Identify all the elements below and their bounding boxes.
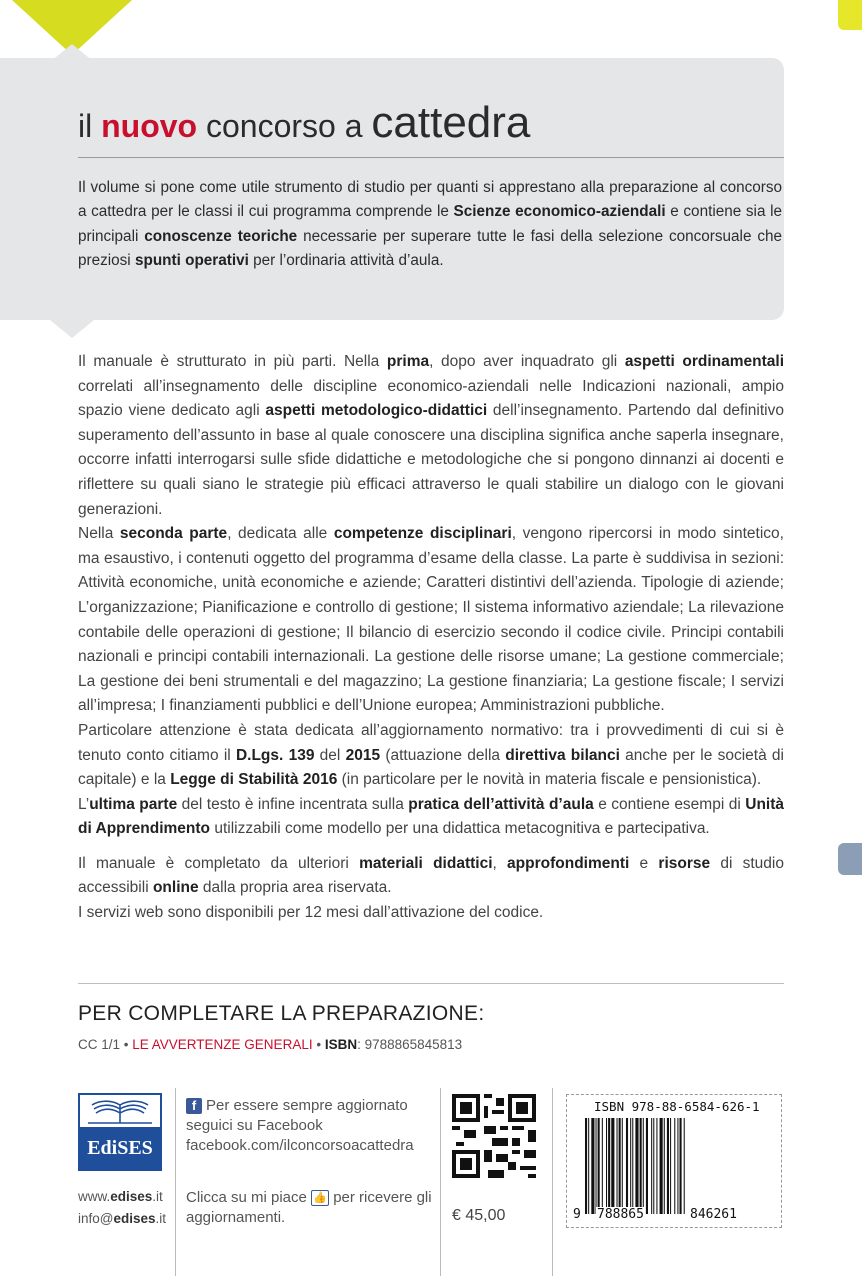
qr-code bbox=[452, 1094, 536, 1178]
paragraph-materiali: Il manuale è completato da ulteriori materiali didattici, approfondimenti e risorse di studio accessibili online dalla propria area riservata. bbox=[78, 854, 784, 897]
barcode-stripe bbox=[608, 1118, 610, 1214]
barcode-stripe bbox=[606, 1118, 607, 1214]
barcode-stripe bbox=[660, 1118, 663, 1214]
footer-divider-3 bbox=[552, 1088, 553, 1276]
section-divider bbox=[78, 983, 784, 984]
edises-logo: EdiSES bbox=[78, 1093, 162, 1171]
grey-edge-tab bbox=[838, 843, 862, 875]
related-title-line: CC 1/1 • LE AVVERTENZE GENERALI • ISBN: 9788865845813 bbox=[78, 1037, 463, 1052]
barcode-stripe bbox=[635, 1118, 638, 1214]
description-body bbox=[78, 350, 784, 926]
barcode-stripe bbox=[602, 1118, 603, 1214]
barcode-stripe bbox=[622, 1118, 623, 1214]
intro-panel-notch-top bbox=[50, 44, 94, 62]
paragraph-aggiornamento: Particolare attenzione è stata dedicata all’aggiornamento normativo: tra i provvedimenti di cui si è tenuto conto citiamo il D.Lgs. 139 del 2015 (attuazione della direttiva bilanci anche per le società di capitale) e la Legge di Stabilità 2016 (in particolare per le novità in materia fiscale e pensionistica). bbox=[78, 721, 784, 789]
barcode-stripe bbox=[651, 1118, 652, 1214]
barcode-stripe bbox=[596, 1118, 597, 1214]
barcode-stripe bbox=[630, 1118, 631, 1214]
barcode-stripe bbox=[677, 1118, 678, 1214]
intro-paragraph: Il volume si pone come utile strumento di studio per quanti si apprestano alla preparazione al concorso a cattedra per le classi il cui programma comprende le Scienze economico-aziendali e contiene sia le principali conoscenze teoriche necessarie per superare tutte le fasi della selezione concorsuale che preziosi spunti operativi per l’ordinaria attività d’aula. bbox=[78, 179, 783, 270]
barcode-stripe bbox=[617, 1118, 618, 1214]
barcode-stripe bbox=[670, 1118, 671, 1214]
barcode-stripe bbox=[632, 1118, 633, 1214]
website-link[interactable]: www.edises.it bbox=[78, 1189, 163, 1204]
paragraph-servizi-web: I servizi web sono disponibili per 12 mesi dall’attivazione del codice. bbox=[78, 904, 544, 922]
barcode-stripe bbox=[626, 1118, 628, 1214]
like-block: Clicca su mi piace 👍 per ricevere gli aggiornamenti. bbox=[186, 1189, 432, 1226]
thumbs-up-icon: 👍 bbox=[311, 1190, 329, 1206]
page-title: il nuovo concorso a cattedra bbox=[78, 98, 531, 147]
barcode-stripe bbox=[588, 1118, 589, 1214]
facebook-url[interactable]: facebook.com/ilconcorsoacattedra bbox=[186, 1137, 414, 1154]
barcode-stripe bbox=[653, 1118, 654, 1214]
barcode-isbn: ISBN 978-88-6584-626-1 bbox=[594, 1099, 760, 1114]
intro-panel-notch-bottom bbox=[50, 320, 94, 338]
footer-divider-1 bbox=[175, 1088, 176, 1276]
barcode-stripe bbox=[585, 1118, 587, 1214]
price: € 45,00 bbox=[452, 1207, 506, 1224]
barcode-stripe bbox=[674, 1118, 675, 1214]
barcode-stripe bbox=[640, 1118, 642, 1214]
footer-divider-2 bbox=[440, 1088, 441, 1276]
preparation-heading: PER COMPLETARE LA PREPARAZIONE: bbox=[78, 1002, 485, 1025]
barcode-stripe bbox=[598, 1118, 600, 1214]
email-link[interactable]: info@edises.it bbox=[78, 1211, 167, 1226]
facebook-icon: f bbox=[186, 1098, 202, 1114]
barcode-stripe bbox=[684, 1118, 685, 1214]
title-divider bbox=[78, 157, 784, 158]
paragraph-ultima-parte: L’ultima parte del testo è infine incentrata sulla pratica dell’attività d’aula e contiene esempi di Unità di Apprendimento utilizzabili come modello per una didattica metacognitiva e partecipativa. bbox=[78, 795, 784, 838]
paragraph-prima-parte: Il manuale è strutturato in più parti. Nella prima, dopo aver inquadrato gli aspetti ordinamentali correlati all’insegnamento delle discipline economico-aziendali nelle Indicazioni nazionali, ampio spazio viene dedicato agli aspetti metodologico-didattici dell’insegnamento. Partendo dal definitivo superamento dell’assunto in base al quale conoscere una disciplina significa anche saperla insegnare, occorre infatti interrogarsi sulle sfide didattiche e metodologiche che si pongono dinnanzi ai docenti e riflettere su quali siano le strategie più efficaci attraverso le quali stabilire un dialogo con le giovani generazioni. bbox=[78, 353, 784, 518]
book-icon bbox=[78, 1093, 162, 1129]
facebook-block: f Per essere sempre aggiornato seguici su Facebook facebook.com/ilconcorsoacattedra bbox=[186, 1097, 414, 1154]
barcode-stripe bbox=[591, 1118, 594, 1214]
barcode-stripe bbox=[619, 1118, 621, 1214]
barcode-stripe bbox=[656, 1118, 657, 1214]
barcode-stripe bbox=[667, 1118, 669, 1214]
barcode bbox=[585, 1118, 770, 1214]
yellow-edge-tab bbox=[838, 0, 862, 30]
barcode-stripe bbox=[680, 1118, 682, 1214]
barcode-stripe bbox=[646, 1118, 648, 1214]
barcode-stripe bbox=[643, 1118, 644, 1214]
publisher-contacts bbox=[78, 1186, 166, 1230]
barcode-stripe bbox=[664, 1118, 665, 1214]
paragraph-seconda-parte: Nella seconda parte, dedicata alle competenze disciplinari, vengono ripercorsi in modo sintetico, ma esaustivo, i contenuti oggetto del programma d’esame della classe. La parte è suddivisa in sezioni: Attività economiche, unità economiche e aziende; Caratteri distintivi dell’azienda. Tipologie di aziende; L’organizzazione; Pianificazione e controllo di gestione; Il sistema informativo aziendale; La rilevazione contabile delle operazioni di gestione; Il bilancio di esercizio secondo il codice civile. Principi contabili nazionali e principi contabili internazionali. La gestione delle risorse umane; La gestione commerciale; La gestione dei beni strumentali e del magazzino; La gestione finanziaria; La gestione fiscale; I servizi all’impresa; I finanziamenti pubblici e dell’Unione europea; Amministrazioni pubbliche. bbox=[78, 525, 784, 715]
barcode-stripe bbox=[611, 1118, 614, 1214]
